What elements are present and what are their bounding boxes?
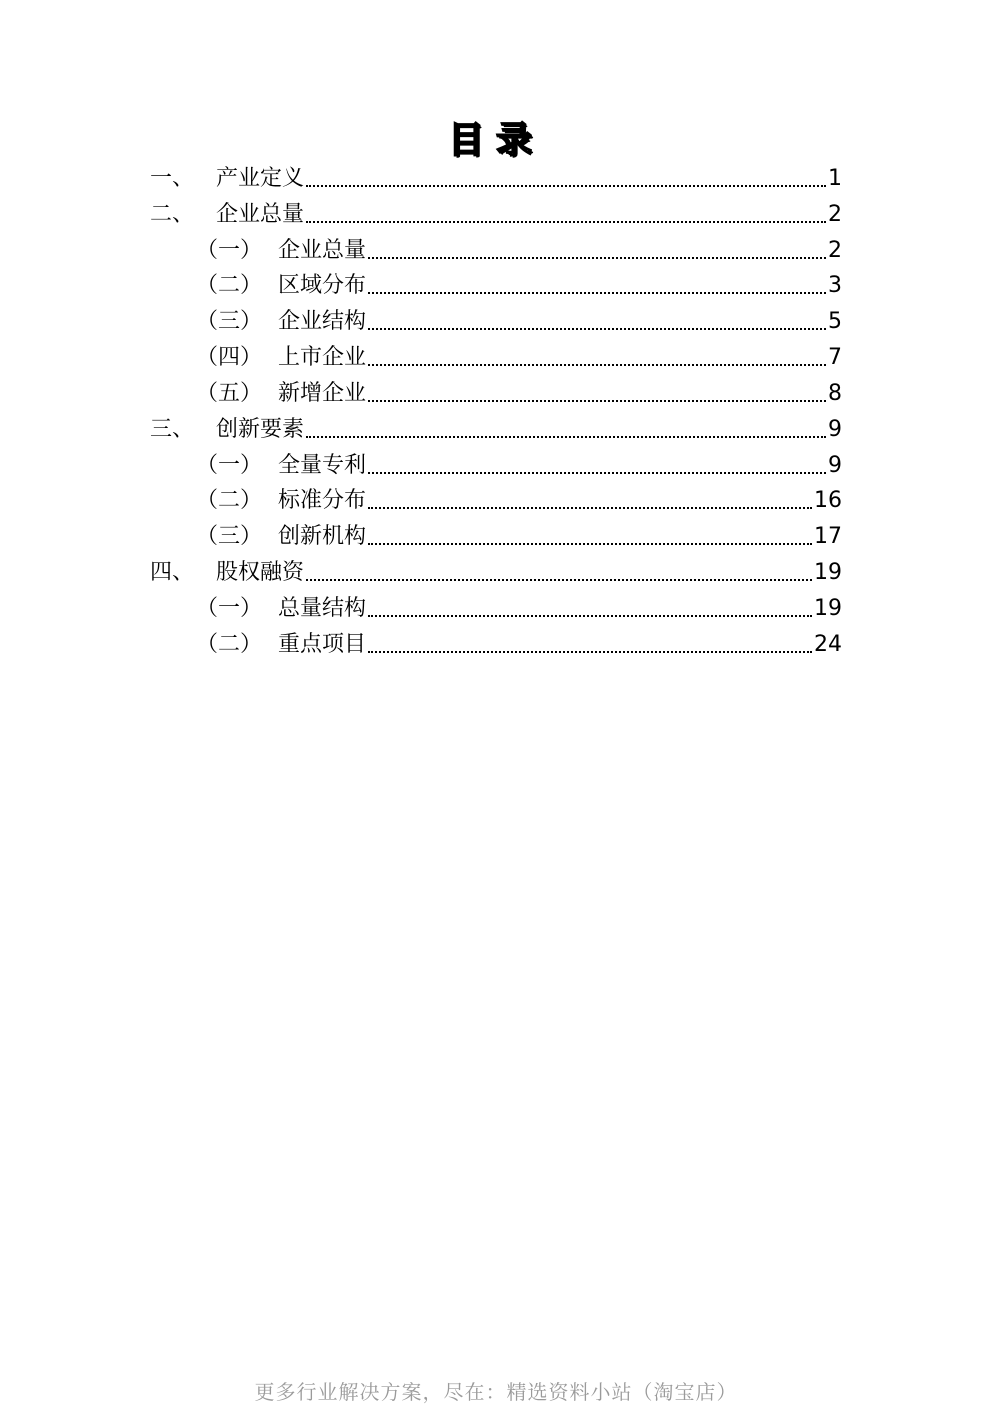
toc-entry-number: （三）	[196, 524, 263, 550]
toc-leader-dots	[368, 379, 826, 409]
toc-subentry[interactable]	[150, 373, 842, 409]
toc-entry-page: 2	[828, 201, 842, 227]
toc-entry-label: 新增企业	[278, 380, 367, 406]
toc-leader-dots	[306, 200, 826, 230]
toc-leader-dots	[368, 630, 812, 660]
toc-entry-page: 17	[814, 524, 842, 550]
toc-leader-dots	[368, 451, 826, 481]
toc-entry-page: 19	[814, 560, 842, 586]
toc-entry-number: （二）	[196, 273, 263, 299]
toc-entry-number: （三）	[196, 309, 263, 335]
toc-entry[interactable]	[150, 158, 842, 194]
footer-promo-text: 更多行业解决方案，尽在：精选资料小站（淘宝店）	[254, 1380, 738, 1404]
toc-entry-number: （二）	[196, 631, 263, 657]
toc-entry-number: 一、	[150, 165, 195, 191]
toc-leader-dots	[368, 486, 812, 516]
toc-subentry[interactable]	[150, 337, 842, 373]
toc-entry-page: 16	[814, 488, 842, 514]
toc-entry-page: 9	[828, 452, 842, 478]
toc-entry-label: 股权融资	[216, 560, 305, 586]
toc-entry-number: （一）	[196, 452, 263, 478]
toc-subentry[interactable]	[150, 266, 842, 302]
toc-subentry[interactable]	[150, 588, 842, 624]
toc-entry-page: 8	[828, 380, 842, 406]
toc-entry-number: 二、	[150, 201, 195, 227]
toc-leader-dots	[306, 558, 812, 588]
toc-entry-page: 1	[828, 165, 842, 191]
toc-title: 目录	[447, 119, 544, 161]
toc-entry[interactable]	[150, 194, 842, 230]
toc-entry-page: 7	[828, 345, 842, 371]
toc-entry-number: （一）	[196, 595, 263, 621]
toc-entry-label: 创新机构	[278, 524, 367, 550]
toc-leader-dots	[368, 307, 826, 337]
toc-entry-number: 三、	[150, 416, 195, 442]
toc-entry-number: 四、	[150, 560, 195, 586]
toc-entry-number: （五）	[196, 380, 263, 406]
toc-entry-page: 3	[828, 273, 842, 299]
toc-entry-label: 重点项目	[278, 631, 367, 657]
toc-subentry[interactable]	[150, 516, 842, 552]
toc-entry-page: 19	[814, 595, 842, 621]
toc-entry-label: 企业总量	[278, 237, 367, 263]
toc-entry-label: 创新要素	[216, 416, 305, 442]
toc-leader-dots	[306, 164, 826, 194]
toc-entry-label: 企业结构	[278, 309, 367, 335]
toc-entry-label: 企业总量	[216, 201, 305, 227]
toc-entry-label: 总量结构	[278, 595, 367, 621]
toc-subentry[interactable]	[150, 481, 842, 517]
toc-subentry[interactable]	[150, 301, 842, 337]
table-of-contents	[150, 158, 842, 660]
toc-entry-number: （一）	[196, 237, 263, 263]
toc-subentry[interactable]	[150, 624, 842, 660]
toc-leader-dots	[368, 343, 826, 373]
toc-entry-page: 5	[828, 309, 842, 335]
toc-leader-dots	[368, 271, 826, 301]
toc-leader-dots	[368, 522, 812, 552]
toc-entry-page: 24	[814, 631, 842, 657]
toc-subentry[interactable]	[150, 445, 842, 481]
toc-entry[interactable]	[150, 552, 842, 588]
toc-entry-label: 全量专利	[278, 452, 367, 478]
toc-entry-label: 产业定义	[216, 165, 305, 191]
toc-entry-label: 标准分布	[278, 488, 367, 514]
toc-entry-page: 2	[828, 237, 842, 263]
toc-leader-dots	[368, 236, 826, 266]
toc-leader-dots	[368, 594, 812, 624]
toc-entry-label: 上市企业	[278, 345, 367, 371]
toc-entry-label: 区域分布	[278, 273, 367, 299]
toc-entry[interactable]	[150, 409, 842, 445]
toc-leader-dots	[306, 415, 826, 445]
toc-entry-number: （二）	[196, 488, 263, 514]
toc-entry-page: 9	[828, 416, 842, 442]
toc-subentry[interactable]	[150, 230, 842, 266]
toc-entry-number: （四）	[196, 345, 263, 371]
